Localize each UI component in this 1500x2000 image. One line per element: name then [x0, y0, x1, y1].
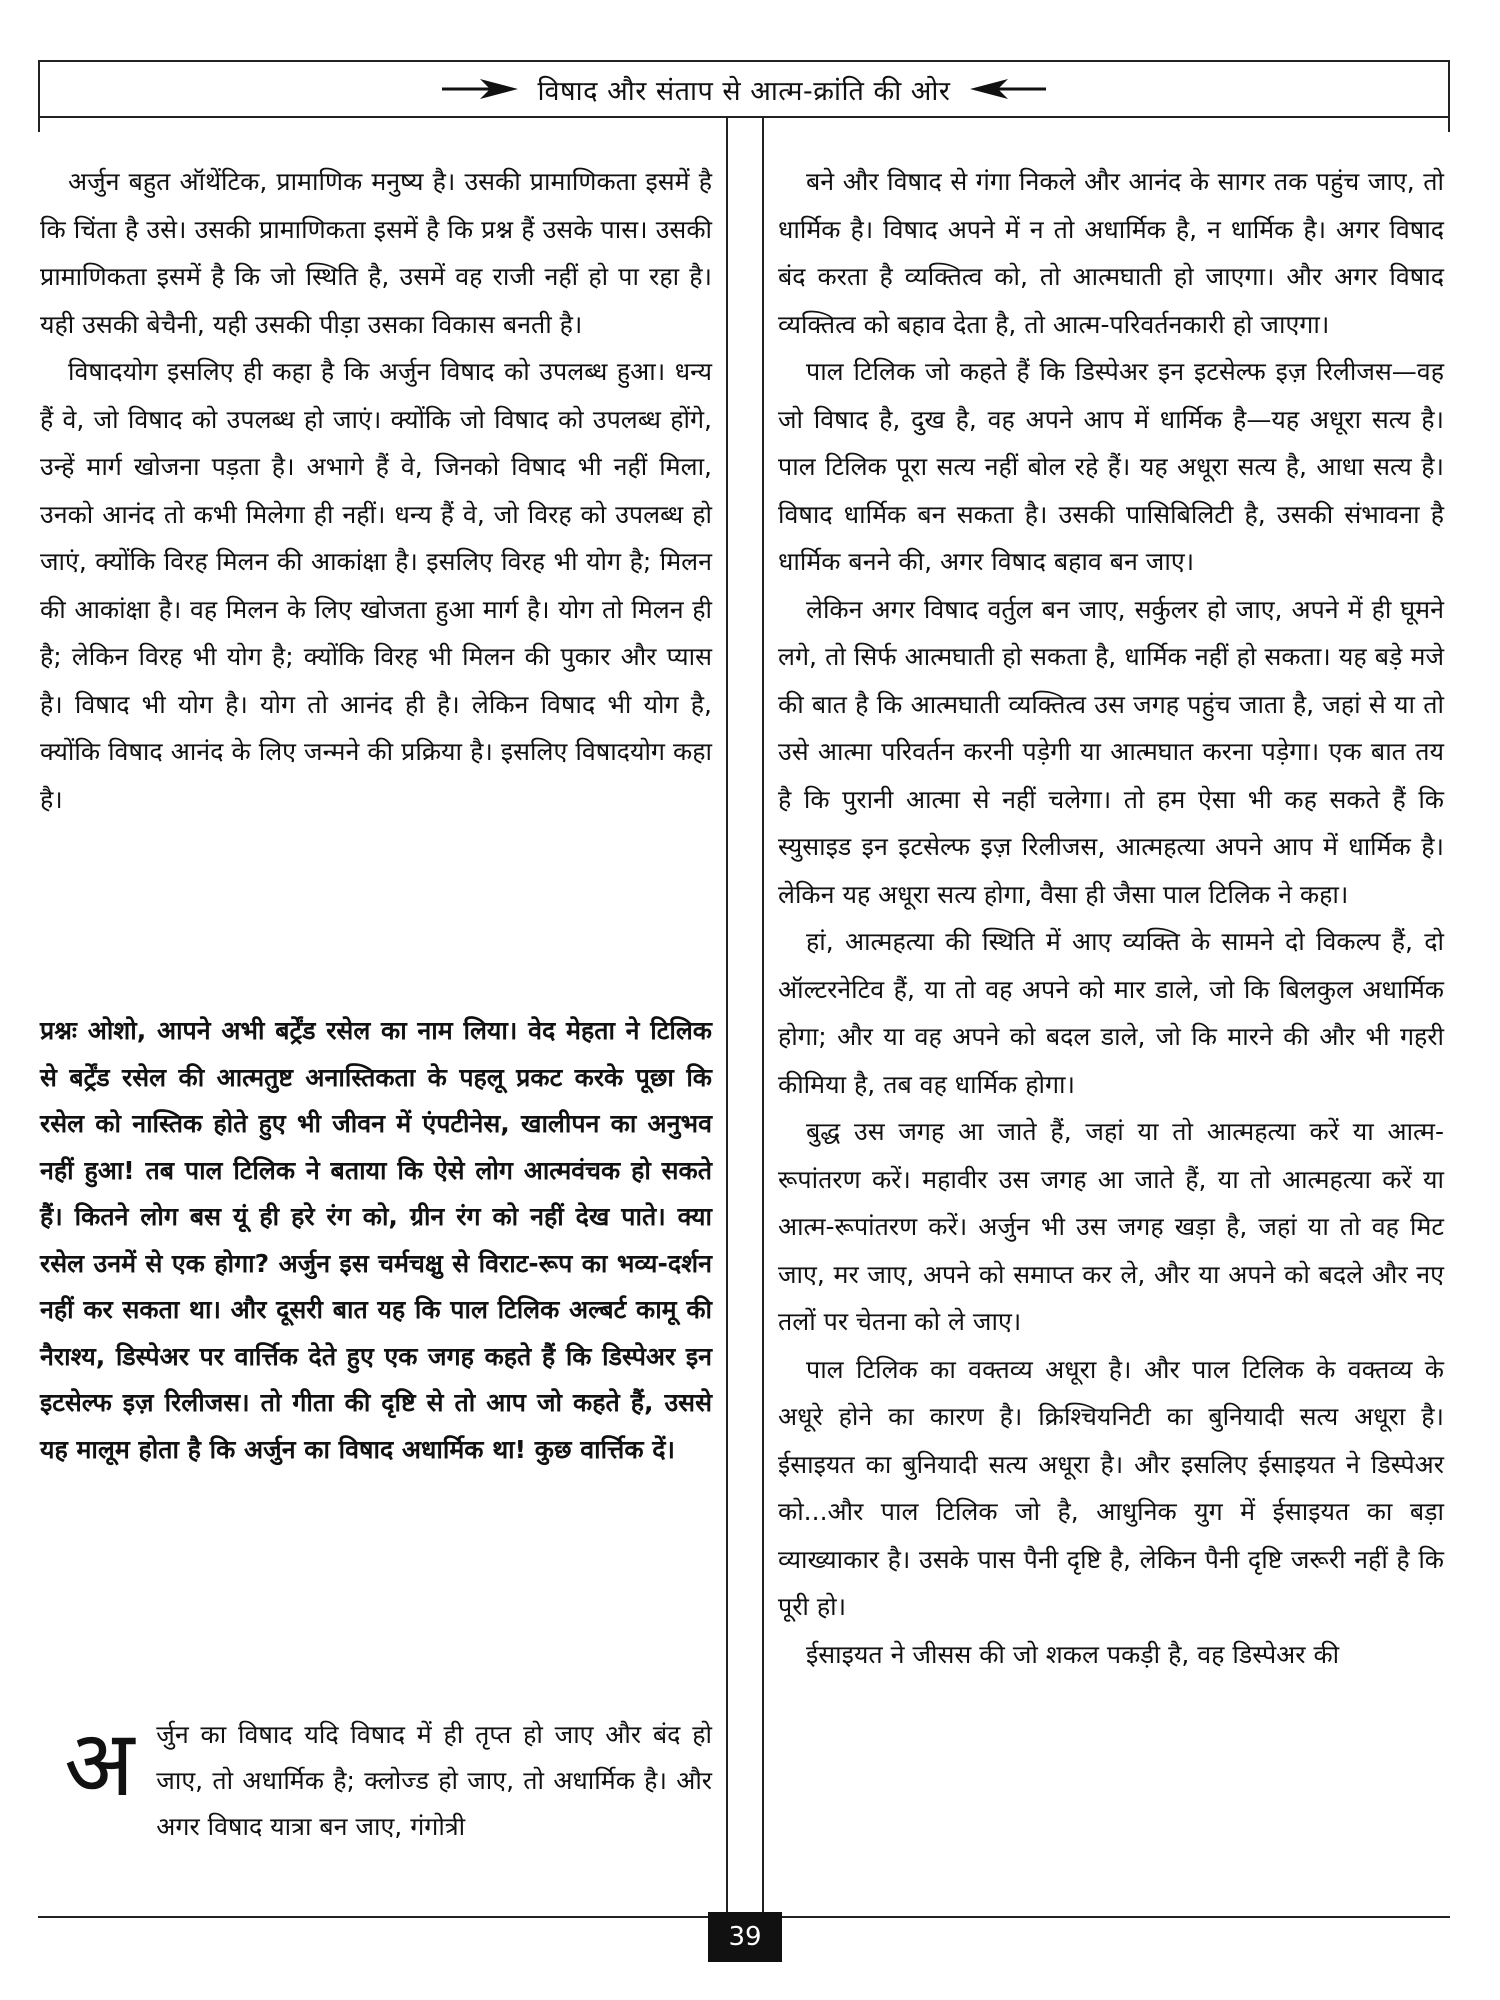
body-paragraph: बने और विषाद से गंगा निकले और आनंद के सागर तक पहुंच जाए, तो धार्मिक है। विषाद अपने में न तो अधार्मिक है, न धार्मिक है। अगर विषाद बंद करता है व्यक्तित्व को, तो आत्मघाती हो जाएगा। और अगर विषाद व्यक्तित्व को बहाव देता है, तो आत्म-परिवर्तनकारी हो जाएगा।	[778, 167, 1444, 339]
left-column	[40, 158, 712, 823]
running-header	[38, 60, 1450, 118]
body-paragraph: लेकिन अगर विषाद वर्तुल बन जाए, सर्कुलर हो जाए, अपने में ही घूमने लगे, तो सिर्फ आत्मघाती हो सकता है, धार्मिक नहीं हो सकता। यह बड़े मजे की बात है कि आत्मघाती व्यक्तित्व उस जगह पहुंच जाता है, जहां से या तो उसे आत्मा परिवर्तन करनी पड़ेगी या आत्मघात करना पड़ेगा। एक बात तय है कि पुरानी आत्मा से नहीं चलेगा। तो हम ऐसा भी कह सकते हैं कि स्युसाइड इन इटसेल्फ इज़ रिलीजस, आत्महत्या अपने आप में धार्मिक है। लेकिन यह अधूरा सत्य होगा, वैसा ही जैसा पाल टिलिक ने कहा।	[778, 594, 1444, 909]
frame-tick	[38, 118, 40, 132]
running-header-title: विषाद और संताप से आत्म-क्रांति की ओर	[537, 75, 951, 107]
question-block: प्रश्नः ओशो, आपने अभी बर्ट्रेंड रसेल का नाम लिया। वेद मेहता ने टिलिक से बर्ट्रेंड रसेल की आत्मतुष्ट अनास्तिकता के पहलू प्रकट करके पूछा कि रसेल को नास्तिक होते हुए भी जीवन में एंपटीनेस, खालीपन का अनुभव नहीं हुआ! तब पाल टिलिक ने बताया कि ऐसे लोग आत्मवंचक हो सकते हैं। कितने लोग बस यूं ही हरे रंग को, ग्रीन रंग को नहीं देख पाते। क्या रसेल उनमें से एक होगा? अर्जुन इस चर्मचक्षु से विराट-रूप का भव्य-दर्शन नहीं कर सकता था। और दूसरी बात यह कि पाल टिलिक अल्बर्ट कामू की नैराश्य, डिस्पेअर पर वार्त्तिक देते हुए एक जगह कहते हैं कि डिस्पेअर इन इटसेल्फ इज़ रिलीजस। तो गीता की दृष्टि से तो आप जो कहते हैं, उससे यह मालूम होता है कि अर्जुन का विषाद अधार्मिक था! कुछ वार्त्तिक दें।	[40, 1016, 712, 1464]
body-paragraph: अर्जुन बहुत ऑथेंटिक, प्रामाणिक मनुष्य है। उसकी प्रामाणिकता इसमें है कि चिंता है उसे। उसकी प्रामाणिकता इसमें है कि प्रश्न हैं उसके पास। उसकी प्रामाणिकता इसमें है कि जो स्थिति है, उसमें वह राजी नहीं हो पा रहा है। यही उसकी बेचैनी, यही उसकी पीड़ा उसका विकास बनती है।	[40, 167, 712, 339]
body-paragraph: पाल टिलिक का वक्तव्य अधूरा है। और पाल टिलिक के वक्तव्य के अधूरे होने का कारण है। क्रिश्चियनिटी का बुनियादी सत्य अधूरा है। ईसाइयत का बुनियादी सत्य अधूरा है। और इसलिए ईसाइयत ने डिस्पेअर को...और पाल टिलिक जो है, आधुनिक युग में ईसाइयत का बड़ा व्याख्याकार है। उसके पास पैनी दृष्टि है, लेकिन पैनी दृष्टि जरूरी नहीं है कि पूरी हो।	[778, 1354, 1444, 1621]
left-arrow-icon	[968, 77, 1048, 101]
body-paragraph: ईसाइयत ने जीसस की जो शकल पकड़ी है, वह डिस्पेअर की	[806, 1639, 1340, 1669]
body-paragraph: पाल टिलिक जो कहते हैं कि डिस्पेअर इन इटसेल्फ इज़ रिलीजस—वह जो विषाद है, दुख है, वह अपने आप में धार्मिक है—यह अधूरा सत्य है। पाल टिलिक पूरा सत्य नहीं बोल रहे हैं। यह अधूरा सत्य है, आधा सत्य है। विषाद धार्मिक बन सकता है। उसकी पासिबिलिटी है, उसकी संभावना है धार्मिक बनने की, अगर विषाद बहाव बन जाए।	[778, 357, 1444, 576]
body-paragraph: हां, आत्महत्या की स्थिति में आए व्यक्ति के सामने दो विकल्प हैं, दो ऑल्टरनेटिव हैं, या तो वह अपने को मार डाले, जो कि बिलकुल अधार्मिक होगा; और या वह अपने को बदल डाले, जो कि मारने की और भी गहरी कीमिया है, तब वह धार्मिक होगा।	[778, 927, 1444, 1099]
page-number: 39	[708, 1912, 782, 1962]
body-paragraph: विषादयोग इसलिए ही कहा है कि अर्जुन विषाद को उपलब्ध हुआ। धन्य हैं वे, जो विषाद को उपलब्ध हो जाएं। क्योंकि जो विषाद को उपलब्ध होंगे, उन्हें मार्ग खोजना पड़ता है। अभागे हैं वे, जिनको विषाद भी नहीं मिला, उनको आनंद तो कभी मिलेगा ही नहीं। धन्य हैं वे, जो विरह को उपलब्ध हो जाएं, क्योंकि विरह मिलन की आकांक्षा है। इसलिए विरह भी योग है; मिलन की आकांक्षा है। वह मिलन के लिए खोजता हुआ मार्ग है। योग तो मिलन ही है; लेकिन विरह भी योग है; क्योंकि विरह भी मिलन की पुकार और प्यास है। विषाद भी योग है। योग तो आनंद ही है। लेकिन विषाद भी योग है, क्योंकि विषाद आनंद के लिए जन्मने की प्रक्रिया है। इसलिए विषादयोग कहा है।	[40, 357, 712, 814]
body-paragraph: बुद्ध उस जगह आ जाते हैं, जहां या तो आत्महत्या करें या आत्म-रूपांतरण करें। महावीर उस जगह आ जाते हैं, या तो आत्महत्या करें या आत्म-रूपांतरण करें। अर्जुन भी उस जगह खड़ा है, जहां या तो वह मिट जाए, मर जाए, अपने को समाप्त कर ले, और या अपने को बदले और नए तलों पर चेतना को ले जाए।	[778, 1117, 1444, 1336]
answer-block	[40, 1712, 712, 1850]
answer-paragraph: र्जुन का विषाद यदि विषाद में ही तृप्त हो जाए और बंद हो जाए, तो अधार्मिक है; क्लोज्ड हो जाए, तो अधार्मिक है। और अगर विषाद यात्रा बन जाए, गंगोत्री	[156, 1720, 712, 1841]
frame-tick	[1448, 118, 1450, 132]
right-arrow-icon	[440, 77, 520, 101]
right-column	[778, 158, 1444, 1678]
drop-cap: अ	[64, 1710, 135, 1817]
